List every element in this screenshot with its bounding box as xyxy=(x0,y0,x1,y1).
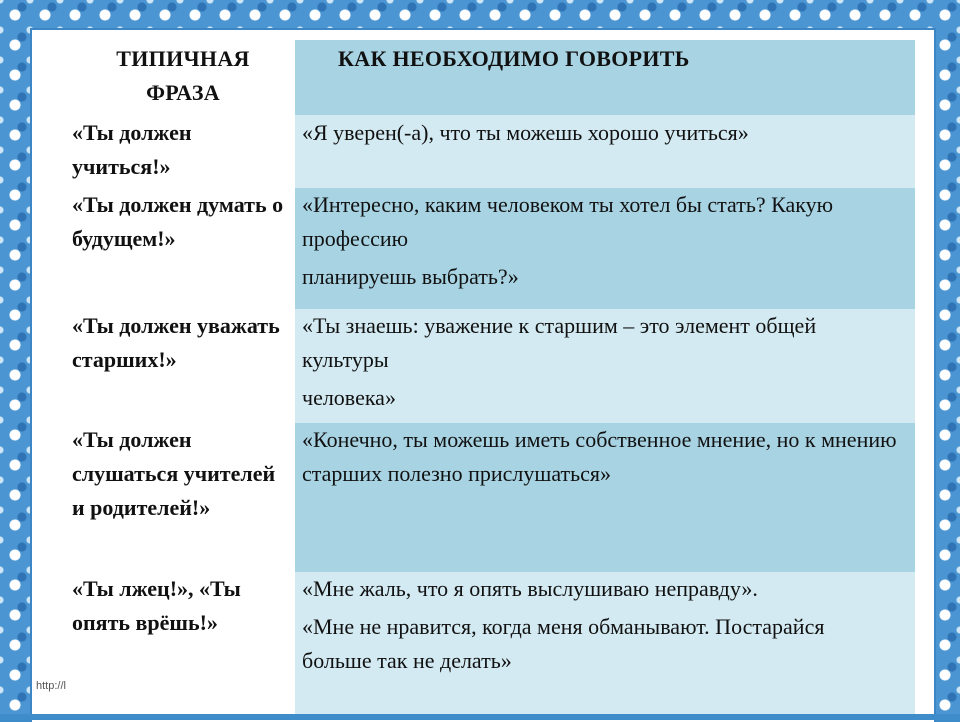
row-3-line-1: «Ты знаешь: уважение к старшим – это элемент общей культуры xyxy=(302,313,817,372)
source-url: http://l xyxy=(36,680,66,692)
row-3-line-2: человека» xyxy=(302,385,396,410)
row-2-line-2: планируешь выбрать?» xyxy=(302,264,519,289)
row-2-alternative xyxy=(302,188,892,294)
row-2-phrase: «Ты должен думать о будущем!» xyxy=(72,192,284,251)
row-3-phrase: «Ты должен уважать старших!» xyxy=(72,313,280,372)
header-typical-phrase: ТИПИЧНАЯ ФРАЗА xyxy=(116,46,250,105)
row-4-line-1: «Конечно, ты можешь иметь собственное мнение, но к мнению старших полезно прислушаться» xyxy=(302,427,897,486)
row-1-alternative xyxy=(302,116,902,150)
row-3-alternative xyxy=(302,309,892,415)
row-5-line-1: «Мне жаль, что я опять выслушиваю неправду». xyxy=(302,576,758,601)
row-4-phrase: «Ты должен слушаться учителей и родителей!» xyxy=(72,427,276,520)
row-1-phrase: «Ты должен учиться!» xyxy=(72,120,192,179)
row-5-alternative xyxy=(302,572,892,678)
row-1-line-1: «Я уверен(-а), что ты можешь хорошо учиться» xyxy=(302,120,749,145)
row-2-line-1: «Интересно, каким человеком ты хотел бы стать? Какую профессию xyxy=(302,192,834,251)
header-how-to-say: КАК НЕОБХОДИМО ГОВОРИТЬ xyxy=(338,46,690,71)
row-5-phrase: «Ты лжец!», «Ты опять врёшь!» xyxy=(72,576,241,635)
row-4-alternative xyxy=(302,423,902,491)
bottom-border-strip xyxy=(0,714,960,720)
row-5-line-2: «Мне не нравится, когда меня обманывают. Постарайся больше так не делать» xyxy=(302,614,825,673)
